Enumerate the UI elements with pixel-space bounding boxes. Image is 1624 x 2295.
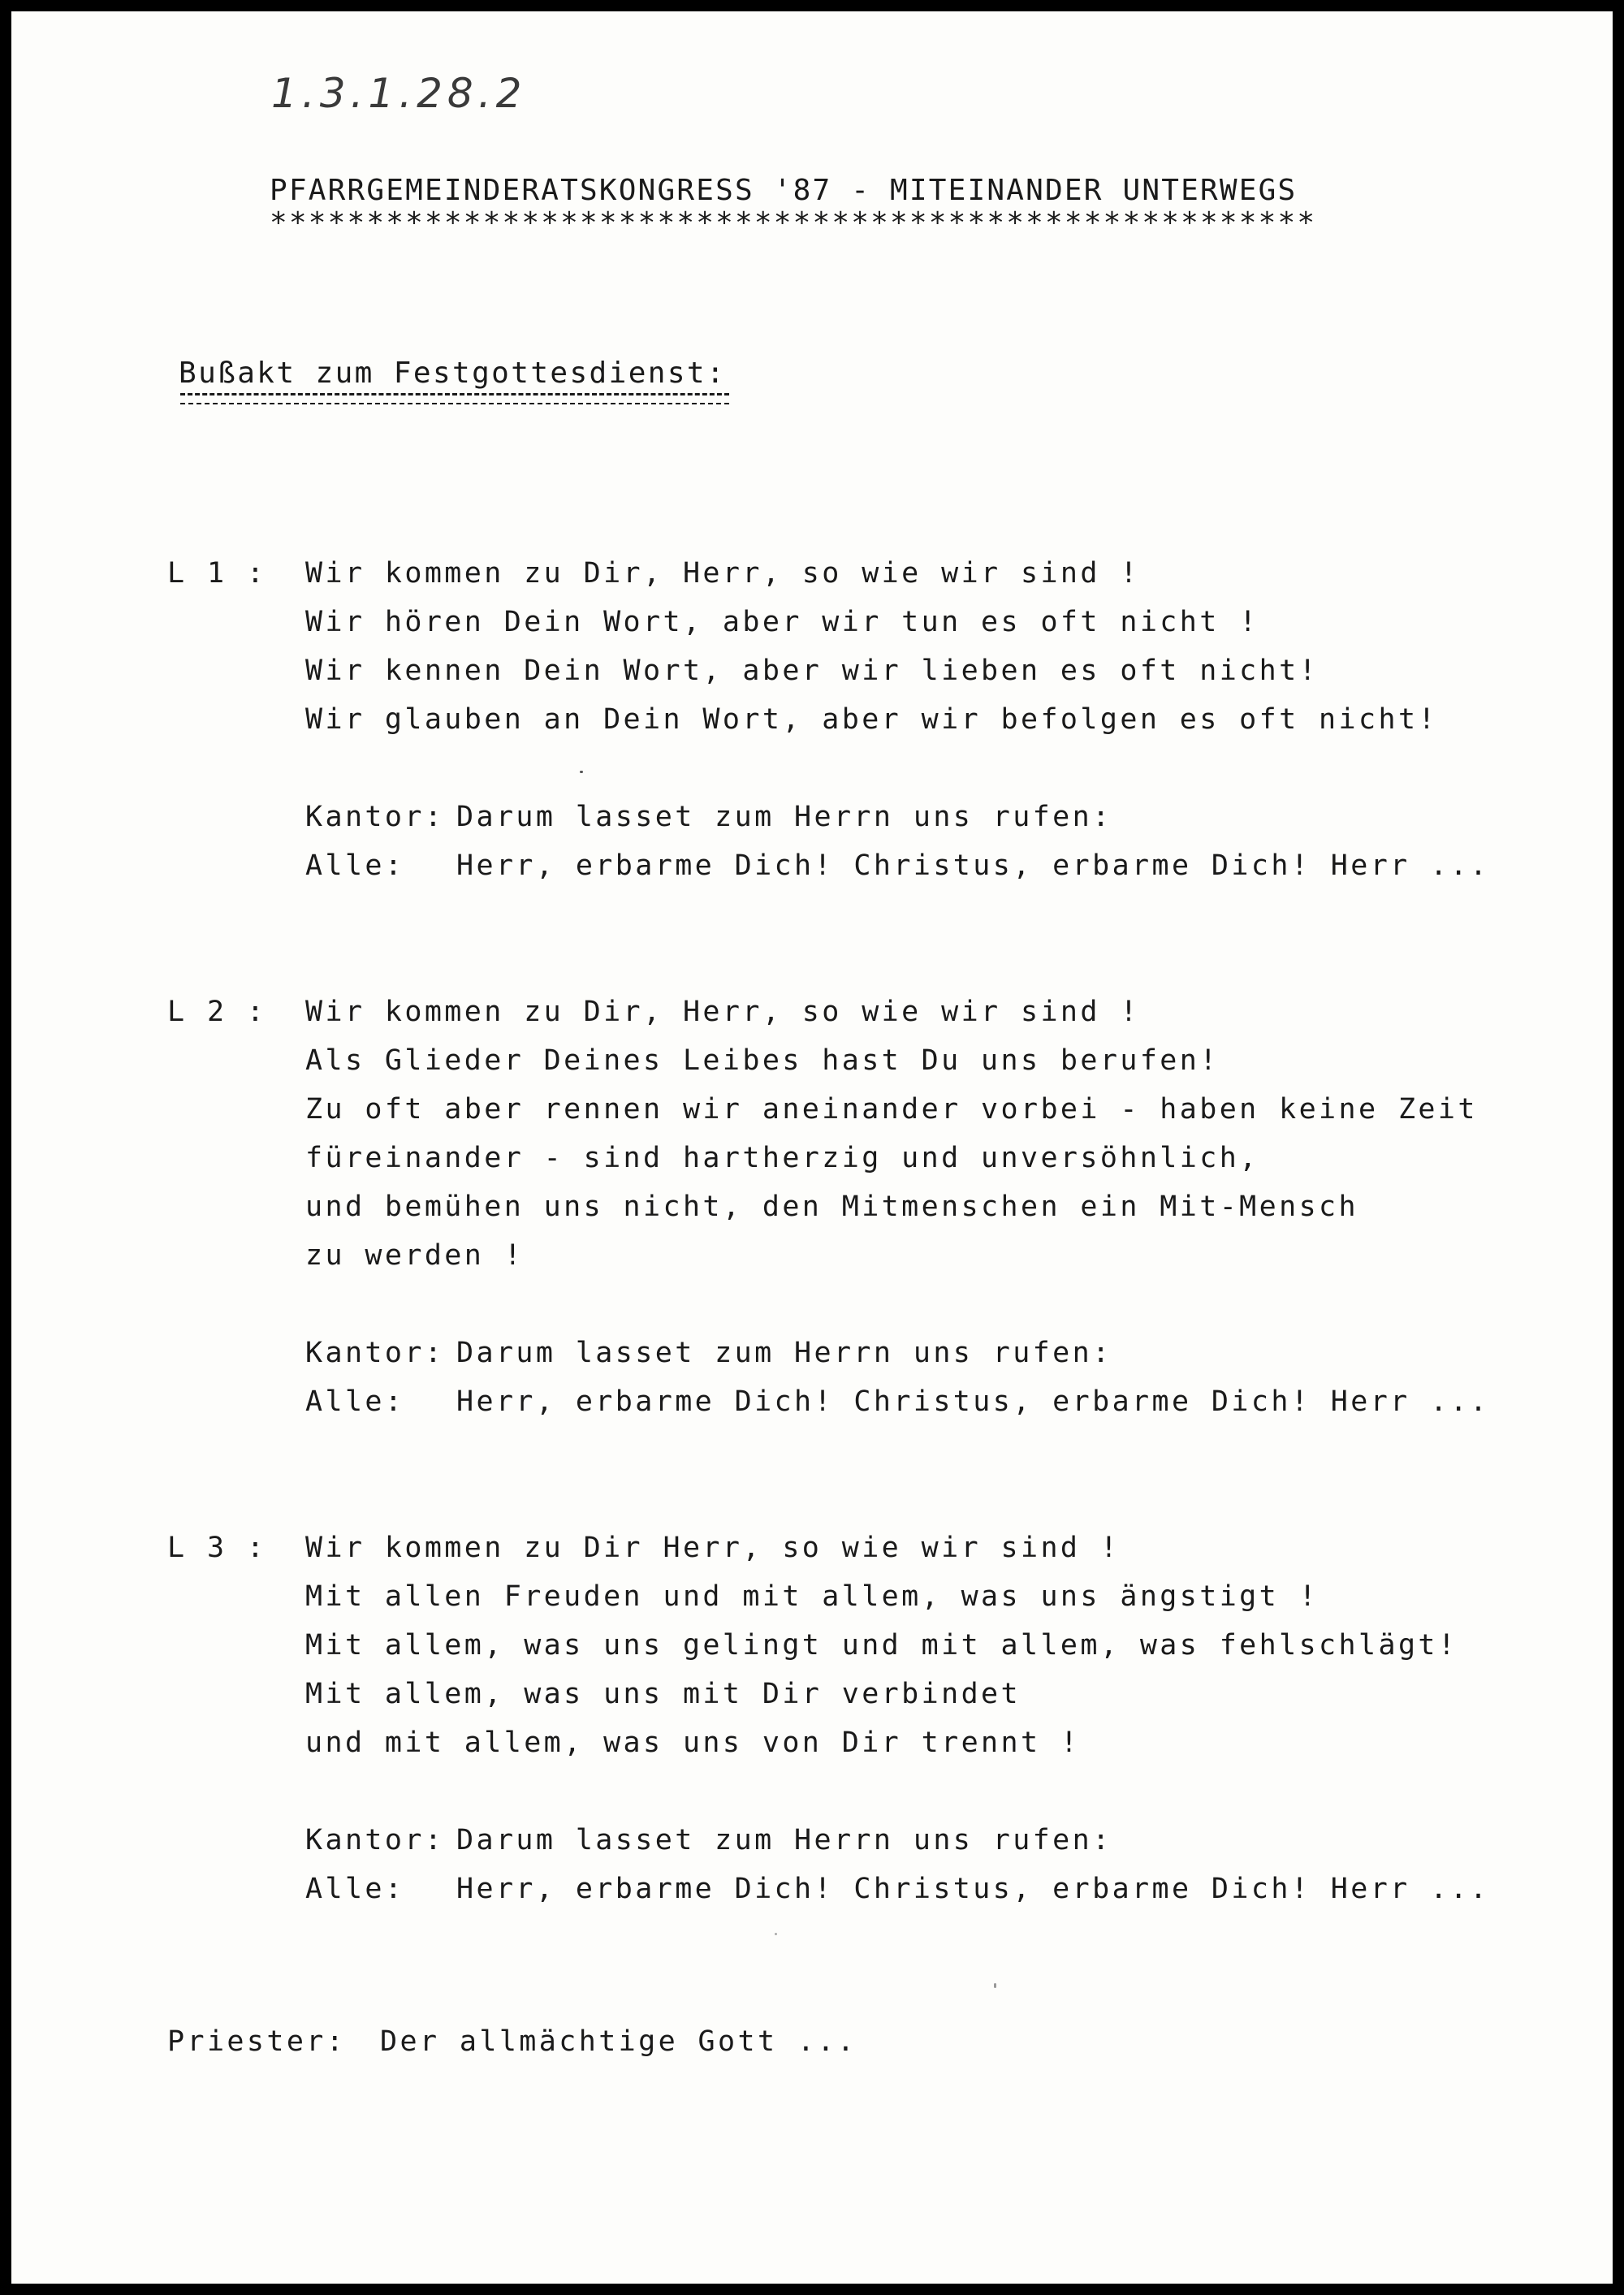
- kantor-label: Kantor:: [305, 801, 445, 833]
- document-page: [11, 11, 1613, 2284]
- reading-line: Mit allem, was uns gelingt und mit allem, was fehlschlägt!: [305, 1629, 1458, 1662]
- reader-label: L 2 :: [167, 996, 267, 1028]
- scan-speck: [775, 1933, 777, 1935]
- reader-label: L 3 :: [167, 1532, 267, 1564]
- reading-line: und mit allem, was uns von Dir trennt !: [305, 1727, 1081, 1759]
- alle-label: Alle:: [305, 849, 405, 882]
- alle-text: Herr, erbarme Dich! Christus, erbarme Dich! Herr ...: [456, 1385, 1490, 1418]
- reading-line: Wir kommen zu Dir, Herr, so wie wir sind !: [305, 996, 1140, 1028]
- reading-line: Wir hören Dein Wort, aber wir tun es oft nicht !: [305, 606, 1259, 638]
- alle-text: Herr, erbarme Dich! Christus, erbarme Dich! Herr ...: [456, 1873, 1490, 1905]
- kantor-label: Kantor:: [305, 1824, 445, 1856]
- section-heading: Bußakt zum Festgottesdienst:: [179, 357, 727, 390]
- scan-speck: [580, 771, 583, 773]
- reading-line: füreinander - sind hartherzig und unversöhnlich,: [305, 1142, 1259, 1174]
- alle-label: Alle:: [305, 1385, 405, 1418]
- reading-line: zu werden !: [305, 1239, 525, 1272]
- heading-underline: [180, 393, 729, 395]
- reading-line: Mit allen Freuden und mit allem, was uns ängstigt !: [305, 1580, 1320, 1613]
- scan-speck: [994, 1983, 996, 1988]
- reading-line: Wir kommen zu Dir, Herr, so wie wir sind !: [305, 557, 1140, 590]
- reading-line: Zu oft aber rennen wir aneinander vorbei - haben keine Zeit: [305, 1093, 1478, 1126]
- priest-text: Der allmächtige Gott ...: [380, 2025, 857, 2058]
- title-asterisk-rule: ******************************************************: [270, 206, 1317, 240]
- kantor-label: Kantor:: [305, 1337, 445, 1369]
- heading-underline-second: [180, 403, 729, 404]
- kantor-text: Darum lasset zum Herrn uns rufen:: [456, 1337, 1112, 1369]
- alle-label: Alle:: [305, 1873, 405, 1905]
- reading-line: Wir kommen zu Dir Herr, so wie wir sind !: [305, 1532, 1121, 1564]
- alle-text: Herr, erbarme Dich! Christus, erbarme Dich! Herr ...: [456, 849, 1490, 882]
- kantor-text: Darum lasset zum Herrn uns rufen:: [456, 801, 1112, 833]
- reading-line: Als Glieder Deines Leibes hast Du uns berufen!: [305, 1044, 1220, 1077]
- reading-line: Mit allem, was uns mit Dir verbindet: [305, 1678, 1021, 1710]
- priest-label: Priester:: [167, 2025, 347, 2058]
- reading-line: und bemühen uns nicht, den Mitmenschen ein Mit-Mensch: [305, 1191, 1359, 1223]
- reading-line: Wir kennen Dein Wort, aber wir lieben es oft nicht!: [305, 655, 1320, 687]
- reader-label: L 1 :: [167, 557, 267, 590]
- kantor-text: Darum lasset zum Herrn uns rufen:: [456, 1824, 1112, 1856]
- document-title: PFARRGEMEINDERATSKONGRESS '87 - MITEINANDER UNTERWEGS: [270, 174, 1298, 207]
- handwritten-archive-number: 1.3.1.28.2: [271, 70, 527, 117]
- reading-line: Wir glauben an Dein Wort, aber wir befolgen es oft nicht!: [305, 703, 1438, 736]
